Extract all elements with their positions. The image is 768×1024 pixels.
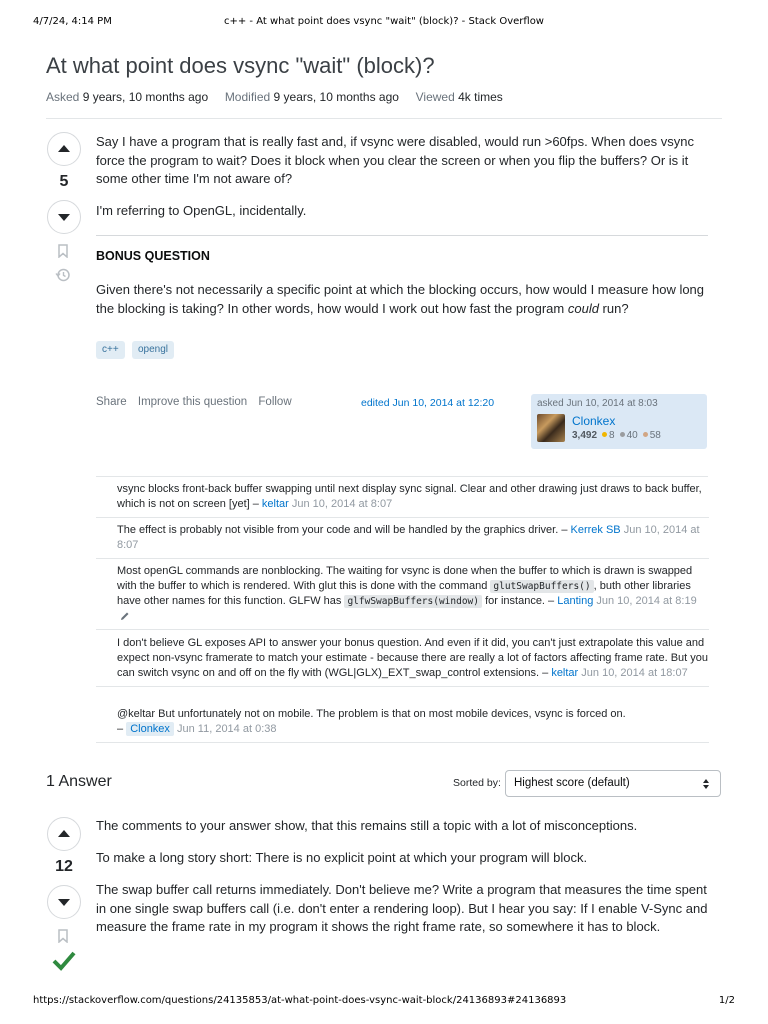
comment-time[interactable]: Jun 10, 2014 at 8:07 [117, 524, 700, 551]
print-footer [33, 995, 735, 1009]
question-rule [96, 235, 708, 236]
question-paragraph: I'm referring to OpenGL, incidentally. [96, 203, 307, 218]
answer-body-3 [96, 881, 708, 937]
owner-card [531, 394, 707, 449]
edited-link[interactable]: edited Jun 10, 2014 at 12:20 [361, 397, 495, 409]
question-title[interactable]: At what point does vsync "wait" (block)? [46, 53, 435, 78]
answer-upvote-button[interactable] [47, 817, 81, 851]
answer-paragraph: The comments to your answer show, that this remains still a topic with a lot of misconceptions. [96, 818, 638, 833]
comment-user[interactable]: Lanting [557, 595, 594, 607]
comment-user[interactable]: keltar [551, 667, 579, 679]
question-body-2 [96, 202, 708, 221]
asked-label: Asked [46, 90, 80, 104]
answer-downvote-button[interactable] [47, 885, 81, 919]
asked-date: asked Jun 10, 2014 at 8:03 [537, 398, 658, 409]
answer-body-2 [96, 849, 708, 868]
owner-name[interactable]: Clonkex [572, 414, 616, 428]
improve-question-link[interactable]: Improve this question [137, 396, 248, 408]
downvote-icon [57, 211, 71, 223]
pencil-icon[interactable] [120, 611, 130, 621]
answer-paragraph: To make a long story short: There is no explicit point at which your program will block. [96, 850, 588, 865]
answer-score: 12 [55, 858, 73, 875]
print-title: c++ - At what point does vsync "wait" (block)? - Stack Overflow [224, 16, 544, 27]
viewed-label: Viewed [415, 90, 455, 104]
question-downvote-button[interactable] [47, 200, 81, 234]
bonus-heading: BONUS QUESTION [96, 249, 210, 263]
print-datetime: 4/7/24, 4:14 PM [33, 16, 112, 27]
sort-select[interactable] [505, 770, 721, 797]
bookmark-icon[interactable] [57, 929, 69, 943]
comment: I don't believe GL exposes API to answer your bonus question. And even if it did, you can't just extrapolate this value and expect non-vsync framerate to match your estimate - because there are really a lot of factors affecting frame rate. But you can switch vsync on and off on the fly with (WGL|GLX)_EXT_swap_control extensions. – keltar Jun 10, 2014 at 18:07 [117, 636, 709, 681]
question-body [96, 133, 708, 189]
bookmark-icon[interactable] [57, 244, 69, 258]
modified-value[interactable]: 9 years, 10 months ago [273, 90, 399, 104]
owner-reputation: 3,492 8 40 58 [572, 430, 661, 441]
upvote-icon [57, 828, 71, 840]
comment: vsync blocks front-back buffer swapping until next display sync signal. Clear and other drawing just draws to back buffer, which is not on screen [yet] – keltar Jun 10, 2014 at 8:07 [117, 482, 709, 512]
sorted-by-label: Sorted by: [453, 777, 501, 789]
answer-body [96, 817, 708, 836]
question-body-3 [96, 281, 708, 318]
bronze-badge-icon [643, 432, 648, 437]
viewed-value: 4k times [458, 90, 503, 104]
header-divider [46, 118, 722, 119]
comment: @keltar But unfortunately not on mobile. The problem is that on most mobile devices, vsync is forced on. – Clonkex Jun 11, 2014 at 0:38 [117, 707, 709, 737]
comments-top-divider [96, 476, 708, 477]
share-link[interactable]: Share [96, 396, 127, 408]
tag-opengl[interactable]: opengl [132, 341, 174, 359]
answers-heading: 1 Answer [46, 773, 112, 790]
question-paragraph: Given there's not necessarily a specific point at which the blocking occurs, how would I measure how long the blocking is taking? In other words, how would I work out how fast the program could run? [96, 282, 705, 316]
modified-label: Modified [224, 90, 271, 104]
history-icon[interactable] [55, 267, 71, 283]
print-url: https://stackoverflow.com/questions/24135853/at-what-point-does-vsync-wait-block/24136893#24136893 [33, 995, 567, 1006]
comment-time[interactable]: Jun 10, 2014 at 18:07 [581, 667, 688, 679]
follow-link[interactable]: Follow [258, 396, 292, 408]
question-upvote-button[interactable] [47, 132, 81, 166]
comment-time[interactable]: Jun 10, 2014 at 8:19 [596, 595, 697, 607]
answer-paragraph: The swap buffer call returns immediately. Don't believe me? Write a program that measures the time spent in one single swap buffers call (i.e. don't enter a rendering loop). But I hear you say: If I enable V-Sync and measure the frame rate in my program it shows the right frame rate, so somewhere it has to block. [96, 882, 708, 934]
question-meta [46, 90, 503, 104]
comment: Most openGL commands are nonblocking. The waiting for vsync is done when the buffer to which is drawn is swapped with the buffer to which is rendered. With glut this is done with the command glutSwapBuffers() , buth other libraries have other names for this function. GLFW has glfwSwapBuffers(window) for instance. – Lanting Jun 10, 2014 at 8:19 [117, 564, 709, 624]
sort-arrows-icon [702, 778, 710, 790]
accepted-check-icon [52, 950, 76, 972]
comment-user[interactable]: Kerrek SB [570, 524, 621, 536]
tag-cpp[interactable]: c++ [96, 341, 125, 359]
avatar[interactable] [537, 414, 565, 442]
print-page-number: 1/2 [718, 995, 735, 1006]
sort-value: Highest score (default) [514, 777, 630, 789]
comment-time[interactable]: Jun 11, 2014 at 0:38 [177, 723, 277, 735]
comment-user[interactable]: keltar [261, 498, 289, 510]
code-snippet: glfwSwapBuffers(window) [344, 595, 482, 608]
print-header [33, 16, 735, 30]
post-menu [96, 396, 300, 408]
comment: The effect is probably not visible from your code and will be handled by the graphics driver. – Kerrek SB Jun 10, 2014 at 8:07 [117, 523, 709, 553]
gold-badge-icon [602, 432, 607, 437]
downvote-icon [57, 896, 71, 908]
comment-user[interactable]: Clonkex [126, 722, 174, 736]
question-paragraph: Say I have a program that is really fast and, if vsync were disabled, would run >60fps. When does vsync force the program to wait? Does it block when you clear the screen or when you flip the buffers? Or is it some other time I'm not aware of? [96, 134, 694, 186]
question-score: 5 [59, 173, 69, 190]
code-snippet: glutSwapBuffers() [490, 580, 593, 593]
upvote-icon [57, 143, 71, 155]
asked-value: 9 years, 10 months ago [82, 90, 209, 104]
comment-time[interactable]: Jun 10, 2014 at 8:07 [291, 498, 393, 510]
silver-badge-icon [620, 432, 625, 437]
